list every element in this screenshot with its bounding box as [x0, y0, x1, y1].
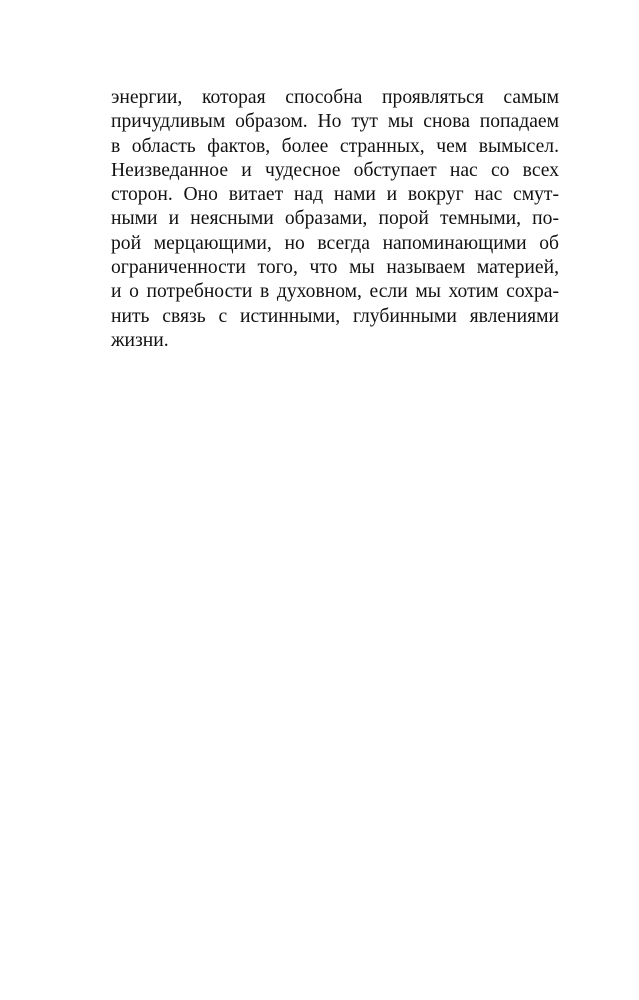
text-line-9: и о потребности в духовном, если мы хотим сохра-	[111, 281, 559, 303]
text-line-6: ными и неясными образами, порой темными, по-	[111, 208, 559, 230]
text-line-1: энергии, которая способна проявляться самым	[111, 87, 559, 108]
text-line-3: в область фактов, более странных, чем вымысел.	[111, 135, 559, 157]
text-line-7: рой мерцающими, но всегда напоминающими об	[111, 232, 559, 254]
text-line-11: жизни.	[111, 329, 169, 351]
body-paragraph	[111, 86, 559, 353]
text-line-4: Неизведанное и чудесное обступает нас со всех	[111, 159, 559, 181]
text-line-2: причудливым образом. Но тут мы снова попадаем	[111, 111, 559, 133]
text-line-10: нить связь с истинными, глубинными явлениями	[111, 305, 559, 327]
text-line-5: сторон. Оно витает над нами и вокруг нас смут-	[111, 184, 559, 206]
text-line-8: ограниченности того, что мы называем материей,	[111, 257, 559, 279]
